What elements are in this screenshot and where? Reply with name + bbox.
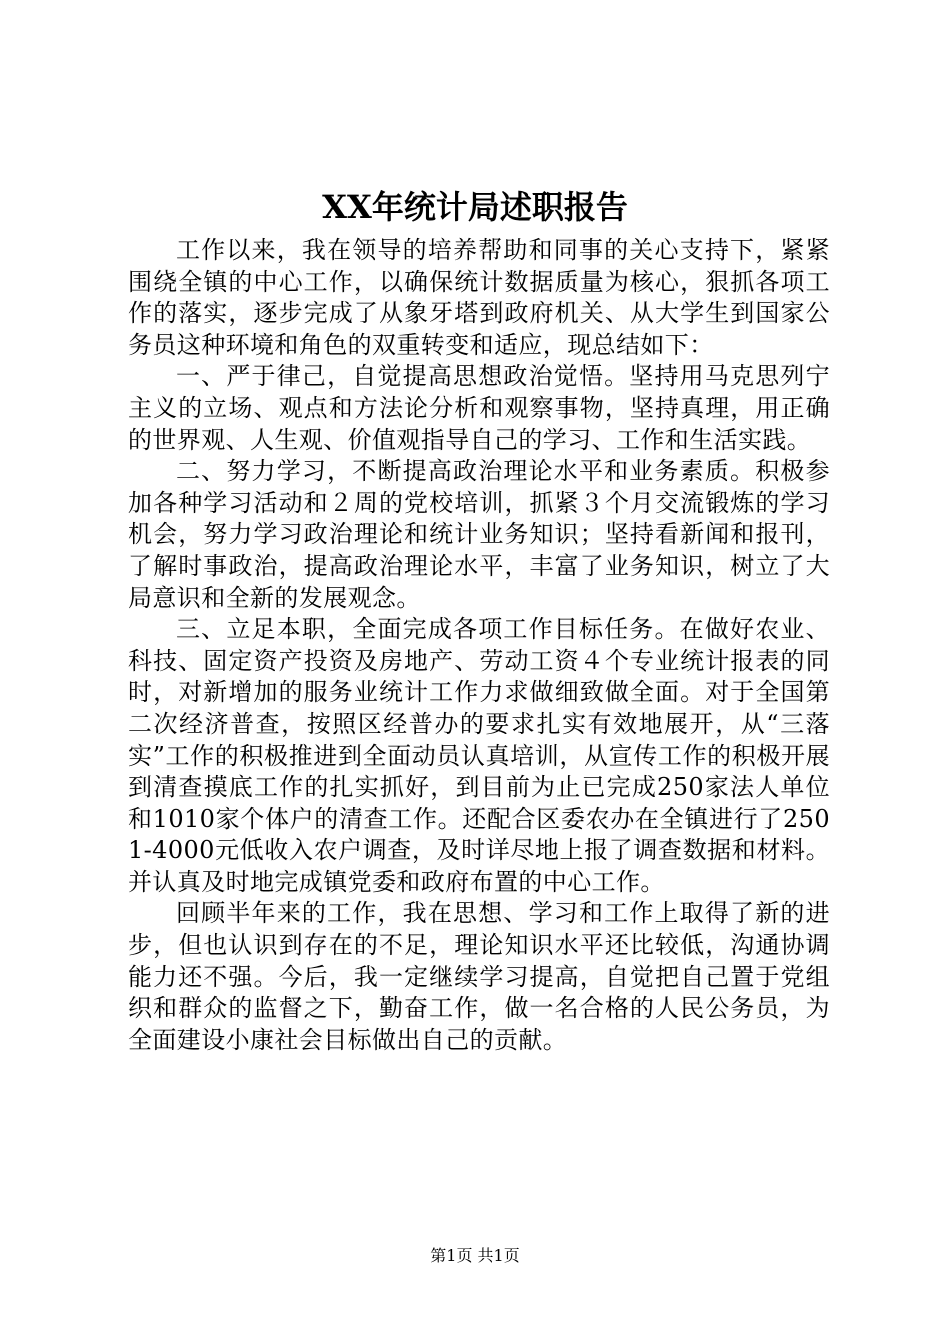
document-body	[128, 235, 830, 1056]
paragraph-section-1: 一、严于律己，自觉提高思想政治觉悟。坚持用马克思列宁主义的立场、观点和方法论分析和观察事物，坚持真理，用正确的世界观、人生观、价值观指导自己的学习、工作和生活实践。	[128, 362, 830, 454]
document-title: XX年统计局述职报告	[322, 188, 628, 226]
page-footer: 第1页 共1页	[430, 1246, 520, 1265]
paragraph-section-2: 二、努力学习，不断提高政治理论水平和业务素质。积极参加各种学习活动和２周的党校培训，抓紧３个月交流锻炼的学习机会，努力学习政治理论和统计业务知识；坚持看新闻和报刊，了解时事政治，提高政治理论水平，丰富了业务知识，树立了大局意识和全新的发展观念。	[128, 457, 830, 612]
paragraph-intro: 工作以来，我在领导的培养帮助和同事的关心支持下，紧紧围绕全镇的中心工作，以确保统计数据质量为核心，狠抓各项工作的落实，逐步完成了从象牙塔到政府机关、从大学生到国家公务员这种环境和角色的双重转变和适应，现总结如下：	[128, 236, 830, 359]
paragraph-section-3: 三、立足本职，全面完成各项工作目标任务。在做好农业、科技、固定资产投资及房地产、劳动工资４个专业统计报表的同时，对新增加的服务业统计工作力求做细致做全面。对于全国第二次经济普查，按照区经普办的要求扎实有效地展开，从“三落实”工作的积极推进到全面动员认真培训，从宣传工作的积极开展到清查摸底工作的扎实抓好，到目前为止已完成250家法人单位和1010家个体户的清查工作。还配合区委农办在全镇进行了2501-4000元低收入农户调查，及时详尽地上报了调查数据和材料。并认真及时地完成镇党委和政府布置的中心工作。	[128, 615, 830, 896]
paragraph-conclusion: 回顾半年来的工作，我在思想、学习和工作上取得了新的进步，但也认识到存在的不足，理论知识水平还比较低，沟通协调能力还不强。今后，我一定继续学习提高，自觉把自己置于党组织和群众的监督之下，勤奋工作，做一名合格的人民公务员，为全面建设小康社会目标做出自己的贡献。	[128, 899, 830, 1054]
